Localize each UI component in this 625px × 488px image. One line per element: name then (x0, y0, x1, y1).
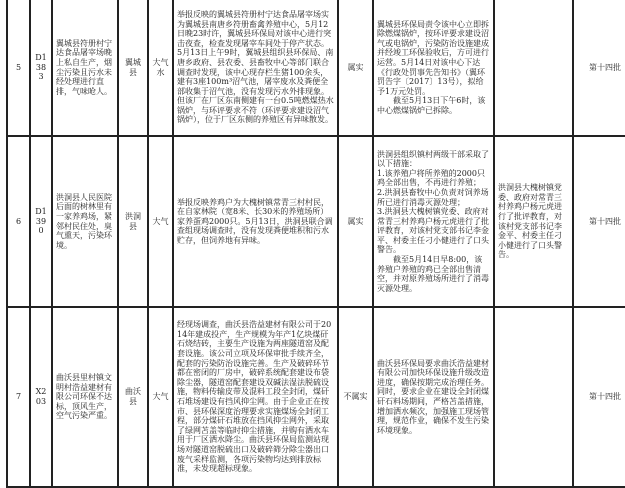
investigation-result: 举报反映养鸡户为大槐树镇常青三村村民，在自家林院（宽8米、长30米的养殖场所）家养蛋鸡2000只。5月13日，洪洞县联合调查组现场调查时，没有发现粪便堆积和污水贮存，但饲养地有异味。 (173, 136, 338, 307)
investigation-result: 经现场调查，曲沃县浩益建材有限公司于2014年建成投产，生产规模为年产1亿块煤矸石烧结砖，主要生产设施为两座隧道窑及配套设施。该公司立项及环保审批手续齐全，配套的污染防治设施完善。生产及破碎环节都在密闭的厂房中，破碎系统配套建设布袋除尘器，隧道窑配套建设双碱法湿法脱硫设施，物料传输皮带及混料工段全封闭，煤矸石堆场建设有挡风抑尘网。由于企业正在按市、县环保深度治理要求实施煤场全封闭工程，部分煤矸石堆放在挡风抑尘网外，采取了绿网苫盖等临时抑尘措施，并购有洒水车用于厂区洒水降尘。曲沃县环保局监测站现场对隧道窑脱硫出口及破碎筛分除尘器出口废气采样监测，各项污染物均达到排放标准，未发现超标现象。 (173, 307, 338, 487)
pollution-type: 大气 (148, 307, 173, 487)
pollution-type: 大气 (148, 136, 173, 307)
batch: 第十四批 (573, 136, 625, 307)
table-row (7, 0, 625, 136)
county: 翼城县 (118, 0, 148, 136)
accountability (494, 307, 573, 487)
handling-paragraph: 翼城县环保局责令该中心立即拆除燃煤锅炉，按环评要求建设沼气或电锅炉，污染防治设施建成并经竣工环保验收后，方可进行运营。5月14日对该中心下达《行政处罚事先告知书》（翼环罚告字〔2017〕13号），拟给予1万元处罚。 (377, 19, 489, 96)
row-number: 6 (7, 136, 30, 307)
county: 曲沃县 (118, 307, 148, 487)
handling-measures (373, 307, 494, 487)
verdict: 属实 (338, 0, 373, 136)
verdict: 不属实 (338, 307, 373, 487)
row-number: 5 (7, 0, 30, 136)
table-row (7, 307, 625, 487)
handling-paragraph: 洪洞县组织镇村两级干部采取了以下措施： (377, 149, 489, 169)
case-code: X203 (30, 307, 52, 487)
case-code: D1383 (30, 0, 52, 136)
handling-paragraph: 截至5月13日下午6时，该中心燃煤锅炉已拆除。 (377, 96, 486, 115)
complaint-content: 洪洞县人民医院后面的树林里有一家养鸡场，紧邻村民住处，臭气熏天，污染环境。 (52, 136, 118, 307)
handling-measures (373, 136, 494, 307)
handling-paragraph: 3.洪洞县大槐树镇党委、政府对常青三村养鸡户杨元虎进行了批评教育，对该村党支部书记李金平、村委主任刁小健进行了口头警告。 (377, 207, 489, 255)
batch: 第十四批 (573, 0, 625, 136)
row-number: 7 (7, 307, 30, 487)
complaint-content: 翼城县符册村宁达食品屠宰场晚上私自生产，烟尘污染且污水未经处理进行直排，气味呛人。 (52, 0, 118, 136)
handling-measures (373, 0, 494, 136)
county: 洪洞县 (118, 136, 148, 307)
handling-paragraph: 1.该养殖户将所养殖的2000只鸡全部出售，不再进行养殖； (377, 168, 485, 188)
complaint-content: 曲沃县里村镇文明村浩益建材有限公司环保不达标，顶风生产，空气污染严重。 (52, 307, 118, 487)
investigation-result: 举报反映的翼城县符册村宁达食品屠宰场实为翼城县南唐乡符册畜禽养殖中心，5月12日晚23时许，翼城县环保局对该中心进行突击夜查，检查发现屠宰车间处于停产状态。5月13日上午9时，翼城县组织县环保局、南唐乡政府、县农委、县畜牧中心等部门联合调查时发现，该中心现存栏生猪100余头，建有3座100m³沼气池，屠宰废水及粪便全部收集于沼气池，没有发现污水外排现象。但该厂在厂区东南侧建有一台0.5吨燃煤热水锅炉，与环评要求不符（环评要求建设沼气锅炉），位于厂区东侧的养殖区有异味散发。 (173, 0, 338, 136)
batch: 第十四批 (573, 307, 625, 487)
verdict: 属实 (338, 136, 373, 307)
case-code: D1390 (30, 136, 52, 307)
accountability (494, 0, 573, 136)
accountability: 洪洞县大槐树镇党委、政府对常青三村养鸡户杨元虎进行了批评教育，对该村党支部书记李金平、村委主任刁小健进行了口头警告。 (494, 136, 573, 307)
pollution-type: 大气 水 (148, 0, 173, 136)
handling-paragraph: 曲沃县环保局要求曲沃浩益建材有限公司加快环保设施升级改造进度，确保按期完成治理任务。同时，要求企业在建设全封闭煤矸石料场期间，严格苫盖措施，增加洒水频次，加强施工现场管理，规范作业，确保不发生污染环境现象。 (377, 358, 489, 435)
complaint-table (6, 0, 625, 488)
table-row (7, 136, 625, 307)
handling-paragraph: 2.洪洞县畜牧中心负责对饲养场所已进行消毒灭源处理； (377, 187, 489, 207)
handling-paragraph: 截至5月14日早8:00，该养殖户养殖的鸡已全部出售清空，并对原养殖场所进行了消毒灭源处理。 (377, 255, 489, 293)
